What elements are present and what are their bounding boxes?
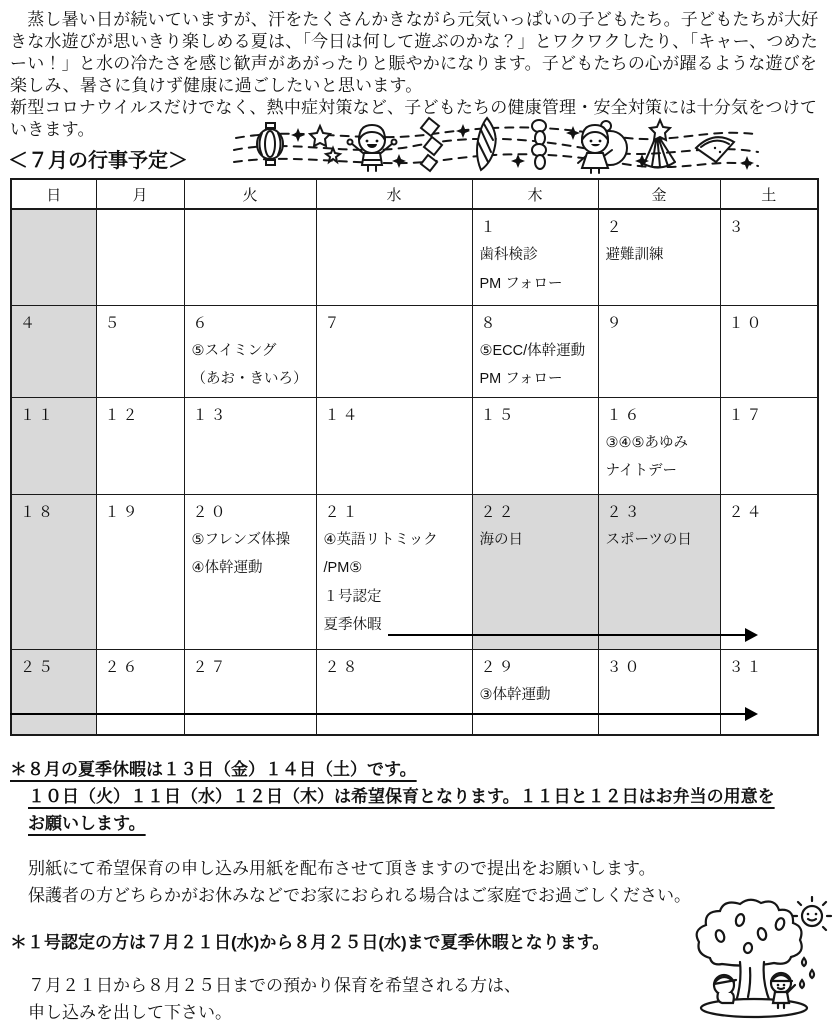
calendar-day-cell xyxy=(11,494,96,649)
calendar-day-cell xyxy=(316,649,472,735)
calendar-day-cell xyxy=(472,209,598,305)
calendar-day-cell xyxy=(96,649,184,735)
chain-icon xyxy=(532,120,546,169)
calendar-day-cell xyxy=(316,209,472,305)
day-number: １３ xyxy=(192,406,229,424)
day-number: ２５ xyxy=(20,658,57,676)
calendar-day-cell xyxy=(598,397,720,494)
calendar-day-cell xyxy=(316,305,472,397)
weekday-header-cell: 月 xyxy=(96,179,184,209)
event-text: ③④⑤あゆみ xyxy=(605,434,688,451)
note-text: お願いします。 xyxy=(28,814,146,833)
weekday-header-cell: 金 xyxy=(598,179,720,209)
event-text: ナイトデー xyxy=(605,463,677,479)
event-text: （あお・きいろ） xyxy=(191,371,308,387)
july-calendar-table xyxy=(10,178,819,736)
calendar-day-cell xyxy=(184,305,316,397)
event-text: ④英語リトミック xyxy=(323,531,438,548)
calendar-day-cell xyxy=(11,305,96,397)
day-number: １２ xyxy=(104,406,141,424)
day-number: ７ xyxy=(324,314,343,332)
tree-children-illustration xyxy=(688,896,836,1022)
event-text: ⑤フレンズ体操 xyxy=(191,531,291,548)
weekday-row xyxy=(11,179,818,209)
event-text: 海の日 xyxy=(479,531,523,548)
calendar-day-cell xyxy=(598,209,720,305)
calendar-week-row xyxy=(11,305,818,397)
day-number: ３ xyxy=(728,219,747,236)
event-text: ④体幹運動 xyxy=(191,560,263,576)
girl-icon xyxy=(578,121,627,173)
weekday-header-cell: 日 xyxy=(11,179,96,209)
calendar-day-cell xyxy=(598,305,720,397)
day-number: ２４ xyxy=(728,503,765,521)
calendar-day-cell xyxy=(96,397,184,494)
day-number: ５ xyxy=(104,314,123,332)
day-number: １８ xyxy=(20,503,57,521)
weekday-header-cell: 水 xyxy=(316,179,472,209)
calendar-day-cell xyxy=(598,649,720,735)
calendar-day-cell xyxy=(472,494,598,649)
event-text: 歯科検診 xyxy=(479,247,538,263)
calendar-day-cell xyxy=(184,209,316,305)
day-number: １４ xyxy=(324,406,361,424)
day-number: ６ xyxy=(192,314,211,332)
calendar-day-cell xyxy=(316,397,472,494)
note-text: 保護者の方どちらかがお休みなどでお家におられる場合はご家庭でお過ごしください。 xyxy=(28,886,691,905)
day-number: ８ xyxy=(480,314,499,332)
day-number: ２８ xyxy=(324,658,361,676)
calendar-week-row xyxy=(11,649,818,735)
star-streamer-icon xyxy=(644,120,675,168)
watermelon-icon xyxy=(696,137,734,162)
day-number: ２ xyxy=(606,219,625,236)
day-number: ２７ xyxy=(192,658,229,676)
calendar-day-cell xyxy=(96,305,184,397)
day-number: １６ xyxy=(606,406,643,424)
calendar-day-cell xyxy=(720,649,818,735)
note-text: 申し込みを出して下さい。 xyxy=(28,1003,232,1022)
day-number: ２６ xyxy=(104,658,141,676)
event-text: スポーツの日 xyxy=(605,531,692,548)
event-text: 避難訓練 xyxy=(605,247,664,263)
event-text: ③体幹運動 xyxy=(479,686,551,703)
note-text: ＊８月の夏季休暇は１３日（金）１４日（土）です。 xyxy=(10,760,417,779)
calendar-day-cell xyxy=(472,305,598,397)
tanabata-decoration-illustration xyxy=(232,112,760,176)
calendar-day-cell xyxy=(720,305,818,397)
calendar-day-cell xyxy=(720,494,818,649)
calendar-body xyxy=(11,209,818,735)
calendar-day-cell xyxy=(598,494,720,649)
day-number: ４ xyxy=(20,314,39,332)
day-number: ２９ xyxy=(480,658,517,676)
day-number: １１ xyxy=(20,406,57,424)
calendar-day-cell xyxy=(11,649,96,735)
day-number: ２１ xyxy=(324,503,361,521)
calendar-day-cell xyxy=(96,494,184,649)
day-number: １ xyxy=(480,219,499,236)
weekday-header-cell: 火 xyxy=(184,179,316,209)
note-text: 別紙にて希望保育の申し込み用紙を配布させて頂きますので提出をお願いします。 xyxy=(28,859,656,878)
day-number: ２０ xyxy=(192,503,229,521)
event-text: １号認定 xyxy=(323,588,382,605)
event-text: PM フォロー xyxy=(479,371,563,387)
diamond-garland-icon xyxy=(421,118,442,171)
weekday-header-cell: 木 xyxy=(472,179,598,209)
calendar-day-cell xyxy=(184,649,316,735)
note-august-vacation xyxy=(10,756,828,837)
calendar-day-cell xyxy=(316,494,472,649)
intro-paragraph-1: 蒸し暑い日が続いていますが、汗をたくさんかきながら元気いっぱいの子どもたち。子どもたちが大好きな水遊びが思いきり楽しめる夏は、「今日は何して遊ぶのかな？」とワクワクしたり、「キャー、つめたーい！」と水の冷たさを感じ歓声があがったりと賑やかになります。子どもたちの心が躍るような遊びを楽しみ、暑さに負けず健康に過ごしたいと思います。 xyxy=(10,10,819,95)
calendar-day-cell xyxy=(184,494,316,649)
calendar-day-cell xyxy=(720,397,818,494)
event-text: 夏季休暇 xyxy=(323,617,382,633)
calendar-week-row xyxy=(11,494,818,649)
day-number: ２３ xyxy=(606,503,643,521)
summer-vacation-arrow-week4 xyxy=(388,634,746,636)
calendar-day-cell xyxy=(11,397,96,494)
event-text: PM フォロー xyxy=(479,275,563,292)
day-number: ２２ xyxy=(480,503,517,521)
day-number: ９ xyxy=(606,314,625,332)
day-number: １５ xyxy=(480,406,517,424)
calendar-day-cell xyxy=(720,209,818,305)
calendar-week-row xyxy=(11,209,818,305)
day-number: ３０ xyxy=(606,658,643,676)
note-text: ＊１号認定の方は７月２１日(水)から８月２５日(水)まで夏季休暇となります。 xyxy=(10,933,610,952)
intro-paragraph-2: 新型コロナウイルスだけでなく、熱中症対策など、子どもたちの健康管理・安全対策には十分気をつけていきます。 xyxy=(10,98,818,139)
day-number: １０ xyxy=(728,314,765,332)
ground xyxy=(701,999,807,1017)
child-left-icon xyxy=(714,975,736,1003)
event-text: /PM⑤ xyxy=(323,560,363,576)
calendar-week-row xyxy=(11,397,818,494)
water-drops-icon xyxy=(800,958,814,988)
day-number: １７ xyxy=(728,406,765,424)
calendar-day-cell xyxy=(96,209,184,305)
event-text: ⑤スイミング xyxy=(191,342,277,359)
calendar-section xyxy=(10,178,819,736)
summer-vacation-arrow-week5 xyxy=(10,713,746,715)
calendar-title: ＜７月の行事予定＞ xyxy=(8,150,188,172)
weekday-header-cell: 土 xyxy=(720,179,818,209)
calendar-day-cell xyxy=(11,209,96,305)
calendar-day-cell xyxy=(184,397,316,494)
calendar-day-cell xyxy=(472,649,598,735)
event-text: ⑤ECC/体幹運動 xyxy=(479,342,586,359)
note-text: １０日（火）１１日（水）１２日（木）は希望保育となります。１１日と１２日はお弁当の用意を xyxy=(28,787,775,806)
calendar-day-cell xyxy=(472,397,598,494)
day-number: ３１ xyxy=(728,658,765,676)
day-number: １９ xyxy=(104,503,141,521)
bamboo-ornament-icon xyxy=(477,118,496,170)
star-icon xyxy=(310,126,330,146)
note-text: ７月２１日から８月２５日までの預かり保育を希望される方は、 xyxy=(28,976,521,995)
